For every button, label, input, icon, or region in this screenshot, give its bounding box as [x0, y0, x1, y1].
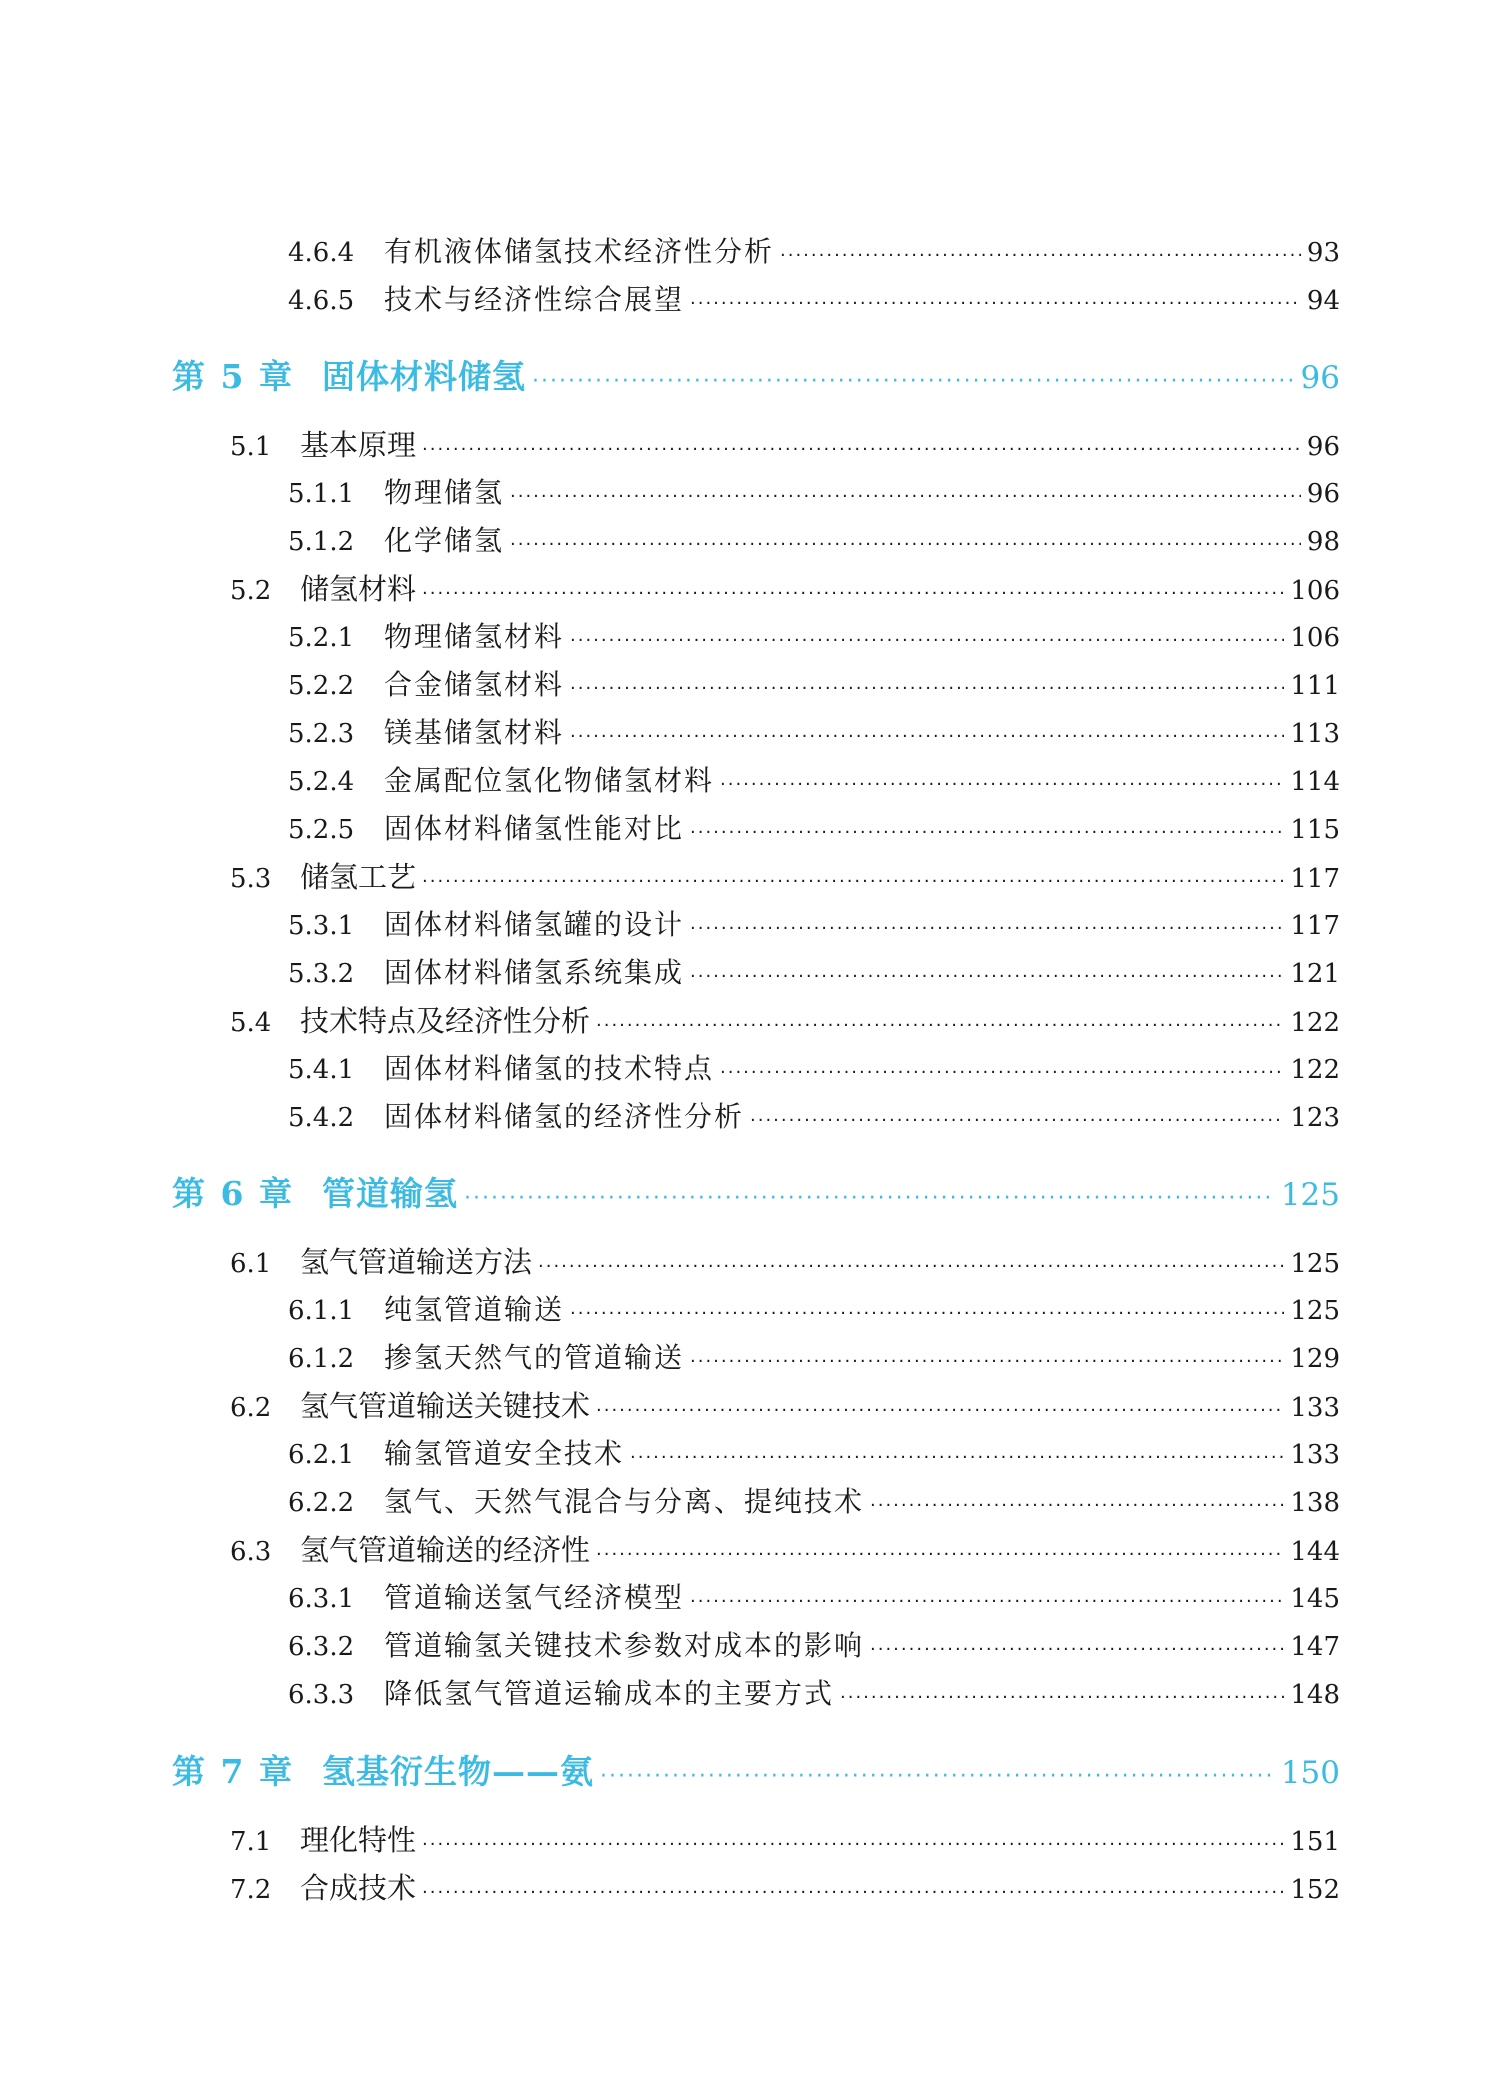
dot-leader	[690, 1351, 1284, 1372]
toc-entry-title: 储氢工艺	[300, 860, 417, 894]
dot-leader	[532, 369, 1295, 394]
toc-chapter-row[interactable]	[172, 1746, 1340, 1793]
toc-entry-number: 5.1.2	[288, 527, 355, 557]
dot-leader	[422, 583, 1284, 604]
toc-section-row[interactable]	[230, 855, 1340, 896]
toc-chapter-row[interactable]	[172, 1168, 1340, 1215]
toc-entry-title: 固体材料储氢系统集成	[384, 956, 685, 989]
toc-entry-number: 5.2.1	[288, 623, 355, 653]
toc-section-row[interactable]	[230, 1866, 1340, 1907]
toc-entry-title: 理化特性	[300, 1823, 417, 1857]
toc-entry-page-number: 106	[1290, 623, 1340, 653]
dot-leader	[596, 1544, 1284, 1565]
toc-entry-number: 5.2.3	[288, 719, 355, 749]
toc-entry-number: 6.2.1	[288, 1440, 355, 1470]
toc-entry-number: 6.1	[230, 1249, 272, 1279]
toc-entry-title: 技术特点及经济性分析	[300, 1004, 591, 1038]
toc-subsection-row[interactable]	[288, 663, 1340, 703]
toc-subsection-row[interactable]	[288, 951, 1340, 991]
toc-entry-page-number: 150	[1280, 1755, 1340, 1791]
toc-entry-page-number: 125	[1290, 1249, 1340, 1279]
toc-entry-page-number: 152	[1290, 1875, 1340, 1905]
toc-entry-title: 纯氢管道输送	[384, 1293, 565, 1326]
toc-entry-title: 固体材料储氢	[322, 357, 526, 396]
toc-entry-page-number: 106	[1290, 576, 1340, 606]
toc-entry-number: 5.3	[230, 864, 272, 894]
toc-entry-page-number: 122	[1290, 1055, 1340, 1085]
toc-entry-title: 管道输氢	[322, 1174, 458, 1213]
toc-entry-number: 6.2	[230, 1393, 272, 1423]
toc-entry-page-number: 117	[1290, 864, 1340, 894]
dot-leader	[596, 1400, 1284, 1421]
toc-entry-number: 5.1.1	[288, 479, 355, 509]
toc-entry-number: 5.4.2	[288, 1103, 355, 1133]
toc-entry-page-number: 151	[1290, 1827, 1340, 1857]
toc-entry-title: 化学储氢	[384, 524, 505, 557]
toc-subsection-row[interactable]	[288, 230, 1340, 270]
toc-section-row[interactable]	[230, 1384, 1340, 1425]
toc-entry-number: 6.2.2	[288, 1488, 355, 1518]
toc-entry-title: 固体材料储氢罐的设计	[384, 908, 685, 941]
toc-entry-title: 管道输氢关键技术参数对成本的影响	[384, 1629, 865, 1662]
toc-entry-page-number: 125	[1280, 1177, 1340, 1213]
dot-leader	[570, 726, 1284, 747]
toc-entry-page-number: 98	[1306, 527, 1340, 557]
dot-leader	[570, 678, 1284, 699]
dot-leader	[596, 1015, 1284, 1036]
toc-subsection-row[interactable]	[288, 1336, 1340, 1376]
toc-section-row[interactable]	[230, 999, 1340, 1040]
dot-leader	[422, 871, 1284, 892]
dot-leader	[422, 439, 1301, 460]
toc-entry-number: 7.1	[230, 1827, 272, 1857]
toc-entry-title: 固体材料储氢性能对比	[384, 812, 685, 845]
toc-subsection-row[interactable]	[288, 1624, 1340, 1664]
toc-entry-title: 掺氢天然气的管道输送	[384, 1341, 685, 1374]
toc-section-row[interactable]	[230, 567, 1340, 608]
dot-leader	[780, 245, 1301, 266]
toc-entry-page-number: 94	[1306, 286, 1340, 316]
toc-entry-number: 5.3.1	[288, 911, 355, 941]
dot-leader	[630, 1447, 1284, 1468]
dot-leader	[870, 1639, 1284, 1660]
toc-entry-number: 5.4	[230, 1008, 272, 1038]
toc-entry-title: 合金储氢材料	[384, 668, 565, 701]
toc-chapter-row[interactable]	[172, 351, 1340, 398]
dot-leader	[510, 534, 1301, 555]
toc-entry-number: 5.3.2	[288, 959, 355, 989]
dot-leader	[690, 1591, 1284, 1612]
toc-entry-number: 7.2	[230, 1875, 272, 1905]
toc-entry-title: 有机液体储氢技术经济性分析	[384, 235, 775, 268]
toc-entry-title: 固体材料储氢的技术特点	[384, 1052, 715, 1085]
toc-entry-page-number: 113	[1290, 719, 1340, 749]
toc-entry-page-number: 93	[1306, 238, 1340, 268]
toc-entry-number: 5.2.5	[288, 815, 355, 845]
toc-entry-number: 5.2	[230, 576, 272, 606]
toc-entry-title: 物理储氢材料	[384, 620, 565, 653]
toc-entry-page-number: 123	[1290, 1103, 1340, 1133]
toc-entry-number: 4.6.5	[288, 286, 355, 316]
dot-leader	[750, 1110, 1284, 1131]
dot-leader	[570, 630, 1284, 651]
toc-entry-title: 金属配位氢化物储氢材料	[384, 764, 715, 797]
toc-subsection-row[interactable]	[288, 807, 1340, 847]
toc-entry-title: 储氢材料	[300, 572, 417, 606]
toc-entry-page-number: 129	[1290, 1344, 1340, 1374]
toc-entry-number: 第 6 章	[172, 1174, 294, 1213]
toc-entry-page-number: 133	[1290, 1393, 1340, 1423]
toc-entry-page-number: 114	[1290, 767, 1340, 797]
toc-entry-number: 5.4.1	[288, 1055, 355, 1085]
toc-entry-title: 物理储氢	[384, 476, 505, 509]
toc-entry-page-number: 122	[1290, 1008, 1340, 1038]
toc-subsection-row[interactable]	[288, 1672, 1340, 1712]
dot-leader	[422, 1834, 1284, 1855]
toc-section-row[interactable]	[230, 1528, 1340, 1569]
toc-subsection-row[interactable]	[288, 519, 1340, 559]
toc-entry-number: 6.3.3	[288, 1680, 355, 1710]
toc-entry-page-number: 115	[1290, 815, 1340, 845]
toc-entry-page-number: 117	[1290, 911, 1340, 941]
toc-subsection-row[interactable]	[288, 759, 1340, 799]
toc-entry-page-number: 148	[1290, 1680, 1340, 1710]
toc-subsection-row[interactable]	[288, 1095, 1340, 1135]
toc-entry-page-number: 125	[1290, 1296, 1340, 1326]
toc-entry-title: 氢气管道输送关键技术	[300, 1389, 591, 1423]
dot-leader	[570, 1303, 1284, 1324]
toc-subsection-row[interactable]	[288, 711, 1340, 751]
toc-entry-title: 镁基储氢材料	[384, 716, 565, 749]
toc-entry-page-number: 121	[1290, 959, 1340, 989]
toc-entry-number: 6.3	[230, 1537, 272, 1567]
dot-leader	[464, 1186, 1275, 1211]
toc-section-row[interactable]	[230, 423, 1340, 464]
toc-entry-number: 第 5 章	[172, 357, 294, 396]
toc-entry-page-number: 144	[1290, 1537, 1340, 1567]
toc-entry-number: 5.1	[230, 432, 272, 462]
toc-subsection-row[interactable]	[288, 1480, 1340, 1520]
dot-leader	[720, 774, 1284, 795]
dot-leader	[422, 1882, 1284, 1903]
toc-entry-number: 5.2.4	[288, 767, 355, 797]
toc-entry-page-number: 111	[1290, 671, 1340, 701]
toc-entry-title: 氢气管道输送方法	[300, 1245, 533, 1279]
toc-entry-number: 5.2.2	[288, 671, 355, 701]
toc-entry-title: 管道输送氢气经济模型	[384, 1581, 685, 1614]
toc-entry-title: 基本原理	[300, 428, 417, 462]
toc-subsection-row[interactable]	[288, 1432, 1340, 1472]
toc-subsection-row[interactable]	[288, 1288, 1340, 1328]
dot-leader	[690, 918, 1284, 939]
toc-entry-title: 氢气、天然气混合与分离、提纯技术	[384, 1485, 865, 1518]
toc-entry-number: 第 7 章	[172, 1752, 294, 1791]
toc-entry-page-number: 96	[1300, 360, 1340, 396]
dot-leader	[510, 486, 1301, 507]
toc-subsection-row[interactable]	[288, 1576, 1340, 1616]
toc-entry-page-number: 96	[1306, 432, 1340, 462]
toc-entry-number: 6.3.1	[288, 1584, 355, 1614]
toc-section-row[interactable]	[230, 1240, 1340, 1281]
toc-entry-number: 6.1.1	[288, 1296, 355, 1326]
toc-entry-title: 氢基衍生物——氨	[322, 1752, 594, 1791]
dot-leader	[538, 1256, 1284, 1277]
toc-entry-number: 6.3.2	[288, 1632, 355, 1662]
dot-leader	[720, 1062, 1284, 1083]
dot-leader	[690, 293, 1301, 314]
dot-leader	[840, 1687, 1284, 1708]
toc-subsection-row[interactable]	[288, 278, 1340, 318]
toc-entry-page-number: 138	[1290, 1488, 1340, 1518]
toc-subsection-row[interactable]	[288, 1047, 1340, 1087]
toc-section-row[interactable]	[230, 1818, 1340, 1859]
toc-entry-page-number: 147	[1290, 1632, 1340, 1662]
toc-entry-title: 氢气管道输送的经济性	[300, 1533, 591, 1567]
toc-subsection-row[interactable]	[288, 615, 1340, 655]
toc-entry-page-number: 96	[1306, 479, 1340, 509]
toc-entry-page-number: 145	[1290, 1584, 1340, 1614]
toc-subsection-row[interactable]	[288, 471, 1340, 511]
toc-entry-number: 4.6.4	[288, 238, 355, 268]
toc-entry-title: 固体材料储氢的经济性分析	[384, 1100, 745, 1133]
toc-entry-number: 6.1.2	[288, 1344, 355, 1374]
dot-leader	[690, 822, 1284, 843]
toc-entry-page-number: 133	[1290, 1440, 1340, 1470]
toc-subsection-row[interactable]	[288, 903, 1340, 943]
dot-leader	[600, 1764, 1275, 1789]
toc-entry-title: 技术与经济性综合展望	[384, 283, 685, 316]
dot-leader	[690, 966, 1284, 987]
dot-leader	[870, 1495, 1284, 1516]
toc-entry-title: 输氢管道安全技术	[384, 1437, 625, 1470]
toc-entry-title: 合成技术	[300, 1871, 417, 1905]
toc-entry-title: 降低氢气管道运输成本的主要方式	[384, 1677, 835, 1710]
